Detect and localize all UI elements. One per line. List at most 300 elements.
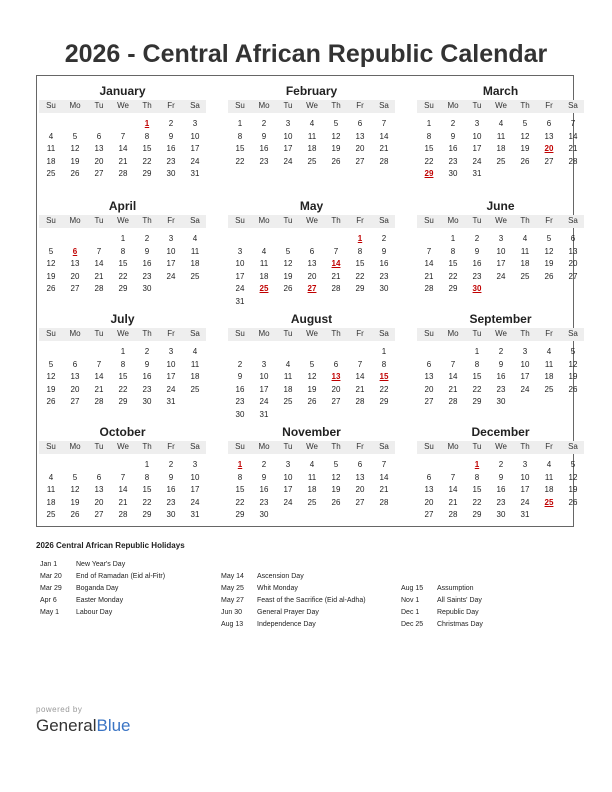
holiday-date: Dec 25 [401, 621, 424, 628]
weekday-label: Sa [568, 101, 578, 110]
calendar-day: 30 [496, 510, 506, 519]
calendar-day: 4 [546, 460, 552, 469]
calendar-day: 18 [544, 485, 554, 494]
weekday-label: Su [424, 329, 434, 338]
calendar-day: 14 [94, 372, 104, 381]
calendar-day: 12 [283, 259, 293, 268]
holiday-name: Boganda Day [76, 585, 119, 592]
weekday-label: Th [520, 216, 530, 225]
calendar-day: 28 [379, 497, 389, 507]
calendar-day: 3 [498, 234, 504, 243]
calendar-day: 29 [448, 284, 458, 293]
weekday-header [39, 328, 206, 341]
weekday-label: We [306, 216, 318, 225]
holiday-day: 1 [357, 234, 363, 243]
calendar-day: 25 [46, 510, 56, 519]
calendar-day: 12 [46, 372, 56, 381]
calendar-day: 28 [355, 397, 365, 406]
weekday-label: Fr [167, 329, 175, 338]
weekday-label: Sa [379, 329, 389, 338]
calendar-day: 12 [331, 472, 341, 482]
calendar-day: 11 [307, 131, 317, 141]
calendar-day: 31 [520, 510, 530, 519]
calendar-day: 15 [142, 144, 152, 153]
calendar-day: 4 [48, 472, 54, 482]
calendar-day: 9 [498, 359, 504, 369]
weekday-label: Sa [190, 101, 200, 110]
weekday-label: Fr [356, 329, 364, 338]
calendar-day: 19 [568, 372, 578, 381]
calendar-day: 11 [520, 246, 530, 256]
weekday-label: Th [520, 329, 530, 338]
calendar-day: 8 [474, 359, 480, 369]
weekday-header [228, 215, 395, 228]
calendar-day: 13 [70, 259, 80, 268]
weekday-label: Su [46, 101, 56, 110]
weekday-label: Fr [167, 216, 175, 225]
holiday-day: 14 [331, 259, 341, 268]
calendar-day: 12 [544, 246, 554, 256]
calendar-day: 26 [70, 169, 80, 178]
calendar-day: 22 [235, 156, 245, 166]
holiday-name: Republic Day [437, 609, 479, 616]
calendar-day: 27 [70, 397, 80, 406]
weekday-label: Mo [69, 442, 81, 451]
holiday-date: Mar 20 [40, 573, 62, 580]
calendar-day: 16 [166, 485, 176, 494]
calendar-day: 26 [307, 397, 317, 406]
calendar-day: 4 [309, 460, 315, 469]
weekday-label: Fr [356, 101, 364, 110]
calendar-day: 9 [261, 131, 267, 141]
calendar-day: 14 [118, 144, 128, 153]
calendar-day: 19 [544, 259, 554, 268]
month-name: January [99, 84, 146, 98]
weekday-header [228, 100, 395, 113]
calendar-day: 16 [259, 144, 269, 153]
calendar-day: 7 [450, 359, 456, 369]
calendar-day: 15 [142, 485, 152, 494]
calendar-day: 22 [472, 384, 482, 394]
calendar-day: 17 [166, 372, 176, 381]
calendar-day: 22 [448, 271, 458, 281]
calendar-day: 18 [46, 497, 56, 507]
calendar-day: 24 [520, 497, 530, 507]
calendar-day: 6 [570, 234, 576, 243]
calendar-day: 15 [448, 259, 458, 268]
calendar-day: 30 [166, 510, 176, 519]
holiday-day: 1 [237, 460, 243, 469]
month-name: April [108, 199, 137, 213]
holiday-date: Apr 6 [40, 597, 57, 604]
weekday-label: Su [424, 101, 434, 110]
calendar-day: 3 [285, 119, 291, 128]
holiday-date: Aug 13 [221, 621, 244, 628]
calendar-day: 17 [520, 372, 530, 381]
calendar-day: 18 [307, 144, 317, 153]
calendar-day: 10 [166, 359, 176, 369]
calendar-day: 30 [235, 409, 245, 419]
weekday-label: Th [520, 442, 530, 451]
calendar-day: 21 [379, 144, 389, 153]
month-name: September [469, 312, 532, 326]
calendar-day: 10 [190, 472, 200, 482]
calendar-day: 5 [333, 119, 339, 128]
holiday-date: May 14 [221, 573, 244, 580]
weekday-header [417, 100, 584, 113]
calendar-day: 26 [568, 384, 578, 394]
generalblue-logo[interactable] [36, 716, 131, 736]
holiday-date: Mar 29 [40, 585, 62, 592]
holiday-day: 15 [379, 372, 389, 381]
calendar-day: 12 [307, 372, 317, 381]
calendar-day: 11 [259, 259, 269, 268]
weekday-label: Tu [472, 101, 482, 110]
calendar-day: 31 [190, 169, 200, 178]
calendar-day: 29 [472, 397, 482, 406]
weekday-label: We [495, 101, 507, 110]
calendar-day: 15 [235, 144, 245, 153]
weekday-label: Fr [356, 216, 364, 225]
calendar-day: 17 [472, 144, 482, 153]
calendar-day: 30 [142, 284, 152, 293]
weekday-label: Mo [69, 216, 81, 225]
calendar-day: 11 [307, 472, 317, 482]
weekday-label: Sa [379, 442, 389, 451]
calendar-day: 23 [496, 497, 506, 507]
calendar-day: 10 [283, 472, 293, 482]
calendar-day: 8 [237, 131, 243, 141]
calendar-day: 17 [520, 485, 530, 494]
weekday-label: We [117, 101, 129, 110]
calendar-day: 4 [522, 234, 528, 243]
calendar-day: 10 [283, 131, 293, 141]
calendar-day: 17 [235, 271, 245, 281]
calendar-day: 11 [46, 485, 56, 494]
calendar-day: 1 [120, 347, 126, 356]
calendar-day: 30 [379, 284, 389, 293]
calendar-day: 3 [285, 460, 291, 469]
weekday-label: Fr [545, 216, 553, 225]
calendar-day: 18 [190, 372, 200, 381]
calendar-day: 12 [568, 472, 578, 482]
calendar-day: 22 [472, 497, 482, 507]
calendar-day: 19 [70, 156, 80, 166]
calendar-day: 7 [450, 472, 456, 482]
calendar-day: 26 [331, 497, 341, 507]
calendar-day: 20 [355, 144, 365, 153]
calendar-day: 14 [448, 485, 458, 494]
calendar-day: 11 [544, 359, 554, 369]
weekday-label: Th [142, 216, 152, 225]
calendar-day: 28 [424, 284, 434, 293]
weekday-label: We [495, 216, 507, 225]
calendar-day: 25 [283, 397, 293, 406]
calendar-day: 7 [426, 246, 432, 256]
calendar-day: 7 [333, 246, 339, 256]
calendar-day: 4 [192, 347, 198, 356]
weekday-header [39, 441, 206, 454]
calendar-day: 26 [544, 271, 554, 281]
calendar-day: 19 [46, 271, 56, 281]
holiday-date: May 25 [221, 585, 244, 592]
weekday-label: Su [46, 216, 56, 225]
page-title: 2026 - Central African Republic Calendar [64, 40, 548, 68]
calendar-day: 16 [496, 372, 506, 381]
brand-blue: Blue [96, 716, 131, 735]
weekday-label: Mo [258, 442, 270, 451]
calendar-day: 10 [520, 359, 530, 369]
calendar-day: 25 [520, 271, 530, 281]
calendar-day: 20 [424, 384, 434, 394]
weekday-label: Su [424, 442, 434, 451]
calendar-day: 2 [498, 460, 504, 469]
calendar-day: 29 [472, 510, 482, 519]
brand-general: General [36, 716, 97, 735]
calendar-day: 2 [474, 234, 480, 243]
calendar-day: 20 [568, 259, 578, 268]
calendar-day: 5 [309, 359, 315, 369]
month-name: August [290, 312, 333, 326]
calendar-day: 28 [331, 284, 341, 293]
calendar-day: 8 [120, 246, 126, 256]
calendar-day: 18 [520, 259, 530, 268]
weekday-label: We [117, 442, 129, 451]
weekday-label: Fr [356, 442, 364, 451]
holiday-day: 30 [472, 284, 482, 293]
weekday-label: Mo [447, 216, 459, 225]
calendar-day: 22 [379, 384, 389, 394]
calendar-day: 2 [168, 119, 174, 128]
calendar-day: 19 [568, 485, 578, 494]
calendar-day: 22 [142, 497, 152, 507]
calendar-day: 7 [381, 460, 387, 469]
calendar-day: 24 [520, 384, 530, 394]
calendar-day: 5 [72, 472, 78, 482]
weekday-label: Mo [258, 329, 270, 338]
holiday-name: All Saints' Day [437, 597, 482, 604]
calendar-day: 6 [333, 359, 339, 369]
calendar-day: 15 [355, 259, 365, 268]
calendar-day: 8 [450, 246, 456, 256]
weekday-label: Sa [190, 329, 200, 338]
calendar-day: 25 [307, 497, 317, 507]
calendar-day: 24 [472, 156, 482, 166]
calendar-day: 21 [568, 144, 578, 153]
calendar-day: 5 [546, 234, 552, 243]
calendar-day: 9 [450, 131, 456, 141]
calendar-day: 13 [70, 372, 80, 381]
weekday-label: Su [46, 442, 56, 451]
calendar-day: 6 [546, 119, 552, 128]
calendar-day: 25 [190, 271, 200, 281]
calendar-day: 24 [190, 156, 200, 166]
calendar-day: 29 [235, 510, 245, 519]
calendar-day: 31 [235, 296, 245, 306]
calendar-day: 20 [70, 384, 80, 394]
weekday-label: Sa [568, 216, 578, 225]
calendar-day: 29 [142, 510, 152, 519]
calendar-day: 9 [168, 472, 174, 482]
calendar-day: 1 [237, 119, 243, 128]
calendar-day: 28 [94, 284, 104, 293]
holiday-name: Ascension Day [257, 573, 304, 580]
calendar-day: 19 [70, 497, 80, 507]
calendar-day: 15 [424, 144, 434, 153]
calendar-day: 11 [46, 144, 56, 153]
calendar-day: 20 [307, 271, 317, 281]
calendar-day: 15 [118, 372, 128, 381]
calendar-day: 23 [166, 497, 176, 507]
calendar-day: 27 [70, 284, 80, 293]
calendar-day: 13 [424, 372, 434, 381]
calendar-day: 19 [46, 384, 56, 394]
weekday-label: Sa [568, 442, 578, 451]
month-name: October [99, 425, 146, 439]
calendar-day: 13 [94, 485, 104, 494]
calendar-day: 22 [355, 271, 365, 281]
calendar-day: 4 [48, 131, 54, 141]
holiday-day: 20 [544, 144, 554, 153]
calendar-day: 24 [166, 384, 176, 394]
calendar-day: 29 [355, 284, 365, 293]
weekday-header [417, 328, 584, 341]
weekday-label: Tu [283, 442, 293, 451]
calendar-day: 6 [72, 359, 78, 369]
calendar-day: 9 [144, 246, 150, 256]
calendar-day: 6 [96, 131, 102, 141]
calendar-day: 22 [118, 384, 128, 394]
calendar-day: 12 [568, 359, 578, 369]
weekday-label: Tu [472, 329, 482, 338]
calendar-day: 15 [118, 259, 128, 268]
weekday-label: Th [142, 442, 152, 451]
calendar-day: 6 [96, 472, 102, 482]
holiday-date: Nov 1 [401, 597, 420, 604]
calendar-day: 10 [190, 131, 200, 141]
calendar-day: 16 [235, 384, 245, 394]
weekday-label: Su [424, 216, 434, 225]
calendar-day: 10 [496, 246, 506, 256]
weekday-header [39, 215, 206, 228]
calendar-day: 9 [498, 472, 504, 482]
weekday-label: Fr [545, 101, 553, 110]
calendar-day: 23 [259, 156, 269, 166]
calendar-day: 24 [283, 156, 293, 166]
calendar-day: 24 [190, 497, 200, 507]
calendar-day: 10 [472, 131, 482, 141]
weekday-label: Th [331, 216, 341, 225]
calendar-day: 8 [144, 131, 150, 141]
weekday-label: Mo [69, 101, 81, 110]
calendar-day: 3 [192, 460, 198, 469]
calendar-day: 28 [94, 397, 104, 406]
calendar-day: 9 [474, 246, 480, 256]
calendar-day: 16 [472, 259, 482, 268]
calendar-day: 11 [544, 472, 554, 482]
calendar-day: 3 [261, 359, 267, 369]
calendar-day: 21 [448, 497, 458, 507]
weekday-header [228, 328, 395, 341]
weekday-label: Tu [94, 101, 104, 110]
calendar-day: 14 [355, 372, 365, 381]
month-name: March [482, 84, 519, 98]
calendar-day: 5 [48, 246, 54, 256]
holiday-date: May 1 [40, 609, 60, 616]
calendar-day: 19 [307, 384, 317, 394]
calendar-day: 20 [94, 497, 104, 507]
calendar-day: 27 [355, 156, 365, 166]
calendar-day: 28 [448, 510, 458, 519]
calendar-day: 4 [546, 347, 552, 356]
calendar-day: 6 [426, 359, 432, 369]
calendar-day: 17 [259, 384, 269, 394]
calendar-day: 13 [568, 246, 578, 256]
calendar-day: 21 [94, 271, 104, 281]
calendar-day: 16 [142, 259, 152, 268]
calendar-day: 23 [448, 156, 458, 166]
calendar-day: 12 [331, 131, 341, 141]
calendar-day: 21 [331, 271, 341, 281]
weekday-label: Th [520, 101, 530, 110]
calendar-day: 17 [283, 485, 293, 494]
holiday-name: End of Ramadan (Eid al-Fitr) [76, 573, 166, 580]
holiday-date: Jun 30 [221, 609, 243, 616]
calendar-day: 2 [144, 234, 150, 243]
calendar-day: 25 [190, 384, 200, 394]
calendar-day: 22 [142, 156, 152, 166]
calendar-day: 11 [190, 246, 200, 256]
calendar-day: 23 [259, 497, 269, 507]
holiday-name: Easter Monday [76, 597, 124, 604]
calendar-day: 19 [283, 271, 293, 281]
calendar-day: 25 [544, 384, 554, 394]
holidays-heading: 2026 Central African Republic Holidays [36, 541, 185, 550]
calendar-day: 10 [259, 372, 269, 381]
calendar-day: 14 [94, 259, 104, 268]
calendar-day: 14 [379, 131, 389, 141]
calendar-day: 20 [355, 485, 365, 494]
calendar-day: 15 [472, 372, 482, 381]
calendar-day: 4 [498, 119, 504, 128]
calendar-day: 13 [424, 485, 434, 494]
powered-by-text: powered by [36, 705, 83, 714]
calendar-day: 8 [357, 246, 363, 256]
calendar-day: 25 [496, 156, 506, 166]
calendar-day: 15 [472, 485, 482, 494]
calendar-day: 18 [190, 259, 200, 268]
calendar-day: 27 [94, 169, 104, 178]
month-name: July [110, 312, 135, 326]
calendar-day: 7 [357, 359, 363, 369]
weekday-label: Su [235, 101, 245, 110]
calendar-day: 5 [48, 359, 54, 369]
weekday-label: Fr [167, 442, 175, 451]
holiday-date: Jan 1 [40, 561, 58, 568]
calendar-day: 1 [474, 347, 480, 356]
calendar-day: 2 [261, 119, 267, 128]
calendar-day: 28 [379, 156, 389, 166]
weekday-label: Th [142, 101, 152, 110]
calendar-day: 21 [379, 485, 389, 494]
calendar-day: 10 [235, 259, 245, 268]
calendar-day: 9 [261, 472, 267, 482]
calendar-day: 16 [448, 144, 458, 153]
calendar-day: 21 [424, 271, 434, 281]
calendar-day: 24 [166, 271, 176, 281]
calendar-day: 7 [381, 119, 387, 128]
calendar-day: 29 [118, 284, 128, 293]
